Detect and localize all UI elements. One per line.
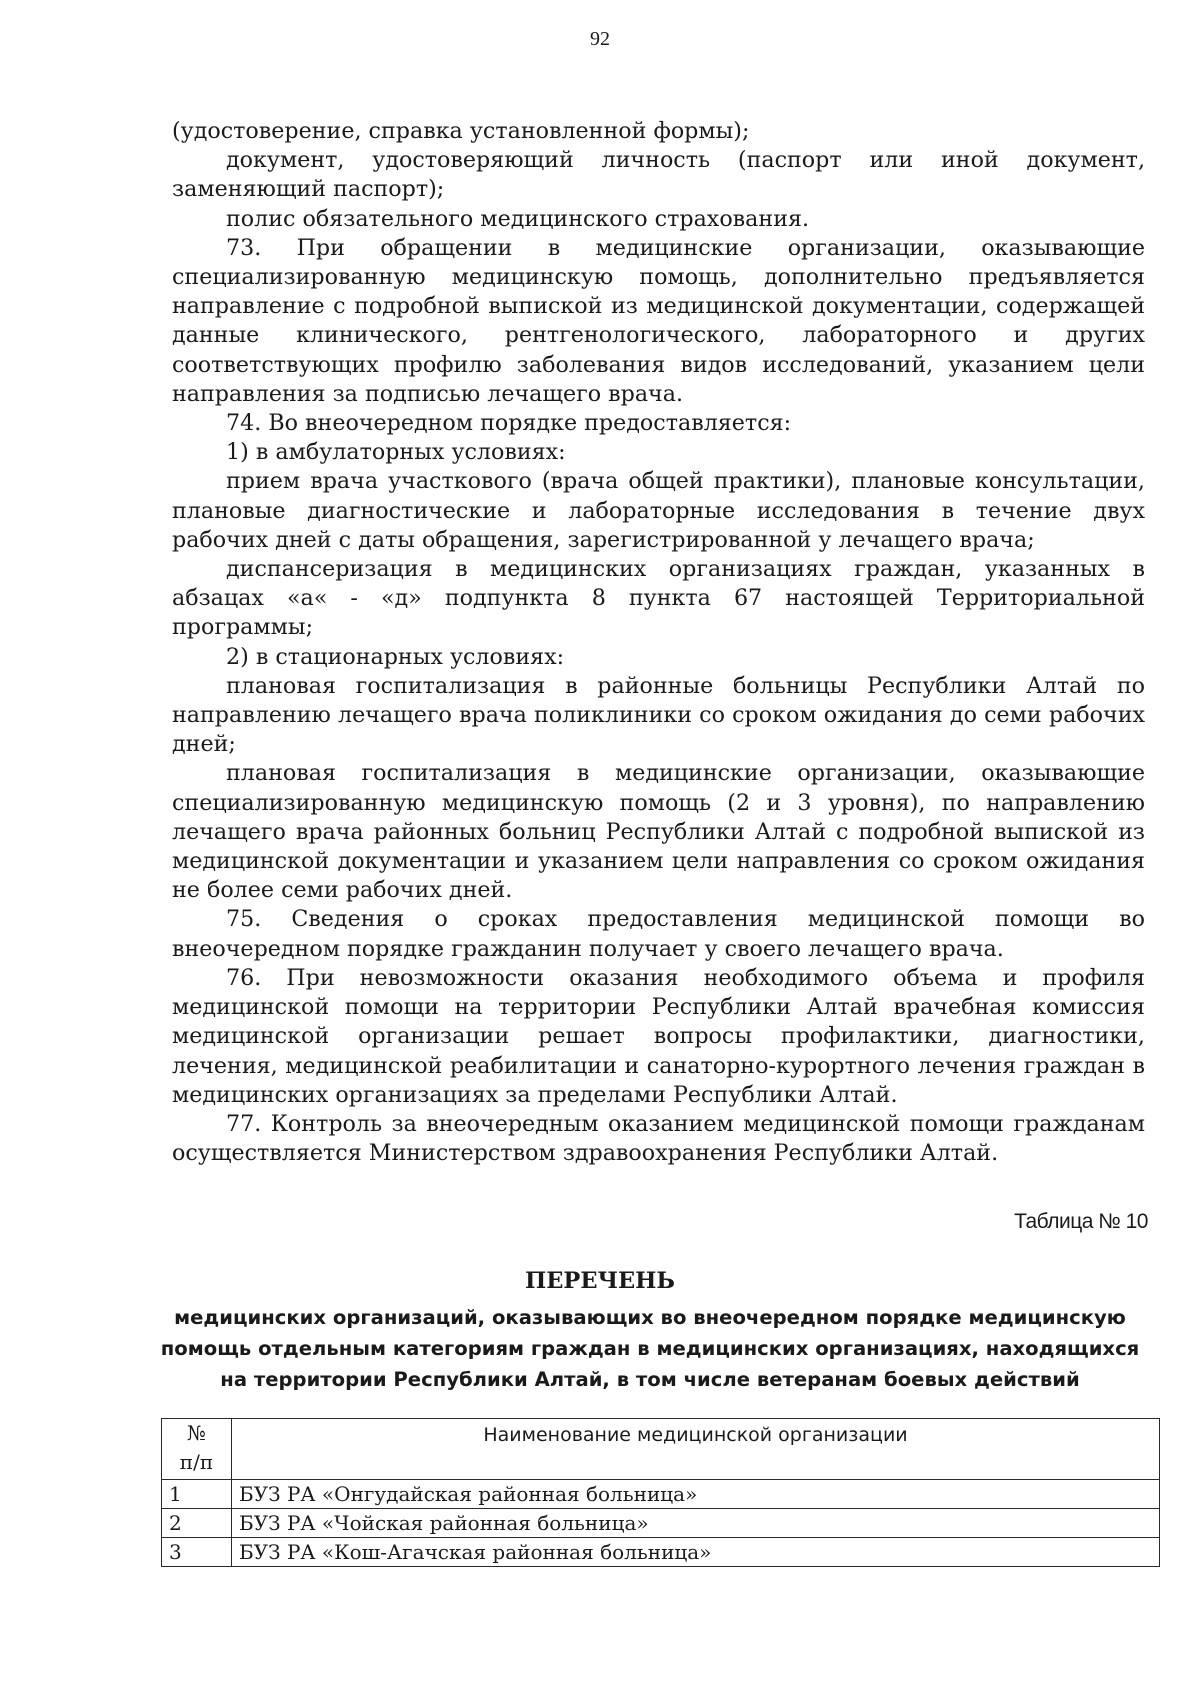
paragraph: (удостоверение, справка установленной формы); xyxy=(172,118,750,144)
table-row xyxy=(162,1538,1160,1567)
paragraph: 73. При обращении в медицинские организации, оказывающие специализированную медицинскую помощь, дополнительно предъявляется направление с подробной выпиской из медицинской документации, содержащей данные клинического, рентгенологического, лабораторного и других соответствующих профилю заболевания видов исследований, указанием цели направления за подписью лечащего врача. xyxy=(172,234,1145,407)
paragraph: 75. Сведения о сроках предоставления медицинской помощи во внеочередном порядке гражданин получает у своего лечащего врача. xyxy=(172,906,1145,962)
paragraph: 77. Контроль за внеочередным оказанием медицинской помощи гражданам осуществляется Министерством здравоохранения Республики Алтай. xyxy=(172,1110,1145,1167)
paragraph: 1) в амбулаторных условиях: xyxy=(226,439,566,466)
paragraph: диспансеризация в медицинских организациях граждан, указанных в абзацах «а« - «д» подпункта 8 пункта 67 настоящей Территориальной программы; xyxy=(172,556,1145,641)
paragraph: 76. При невозможности оказания необходимого объема и профиля медицинской помощи на территории Республики Алтай врачебная комиссия медицинской организации решает вопросы профилактики, диагностики, лечения, медицинской реабилитации и санаторно-курортного лечения граждан в медицинских организациях за пределами Республики Алтай. xyxy=(172,964,1145,1108)
paragraph: документ, удостоверяющий личность (паспорт или иной документ, заменяющий паспорт); xyxy=(172,147,1145,203)
table-header-row xyxy=(162,1419,1160,1480)
header-number xyxy=(162,1419,232,1480)
paragraph: полис обязательного медицинского страхования. xyxy=(226,205,810,232)
row-name: БУЗ РА «Кош-Агачская районная больница» xyxy=(232,1538,1160,1567)
header-name: Наименование медицинской организации xyxy=(232,1419,1160,1480)
organizations-table xyxy=(161,1418,1160,1567)
paragraph: 2) в стационарных условиях: xyxy=(226,643,565,670)
table-row xyxy=(162,1480,1160,1509)
document-body xyxy=(172,117,1145,1168)
page-number: 92 xyxy=(590,28,610,50)
header-number-line2: п/п xyxy=(179,1450,214,1474)
row-name: БУЗ РА «Онгудайская районная больница» xyxy=(232,1480,1160,1509)
list-subtitle: медицинских организаций, оказывающих во внеочередном порядке медицинскую помощь отдельным категориям граждан в медицинских организациях, находящихся на территории Республики Алтай, в том числе ветеранам боевых действий xyxy=(160,1306,1140,1391)
paragraph: плановая госпитализация в медицинские организации, оказывающие специализированную медицинскую помощь (2 и 3 уровня), по направлению лечащего врача районных больниц Республики Алтай с подробной выпиской из медицинской документации и указанием цели направления со сроком ожидания не более семи рабочих дней. xyxy=(172,760,1145,904)
row-number: 2 xyxy=(162,1509,232,1538)
header-number-line1: № xyxy=(187,1421,206,1445)
row-name: БУЗ РА «Чойская районная больница» xyxy=(232,1509,1160,1538)
paragraph: 74. Во внеочередном порядке предоставляется: xyxy=(226,410,792,437)
row-number: 3 xyxy=(162,1538,232,1567)
table-row xyxy=(162,1509,1160,1538)
paragraph: прием врача участкового (врача общей практики), плановые консультации, плановые диагностические и лабораторные исследования в течение двух рабочих дней с даты обращения, зарегистрированной у лечащего врача; xyxy=(172,468,1145,553)
row-number: 1 xyxy=(162,1480,232,1509)
list-title: ПЕРЕЧЕНЬ xyxy=(525,1268,675,1294)
paragraph: плановая госпитализация в районные больницы Республики Алтай по направлению лечащего врача поликлиники со сроком ожидания до семи рабочих дней; xyxy=(172,672,1145,758)
table-caption: Таблица № 10 xyxy=(1014,1210,1148,1233)
